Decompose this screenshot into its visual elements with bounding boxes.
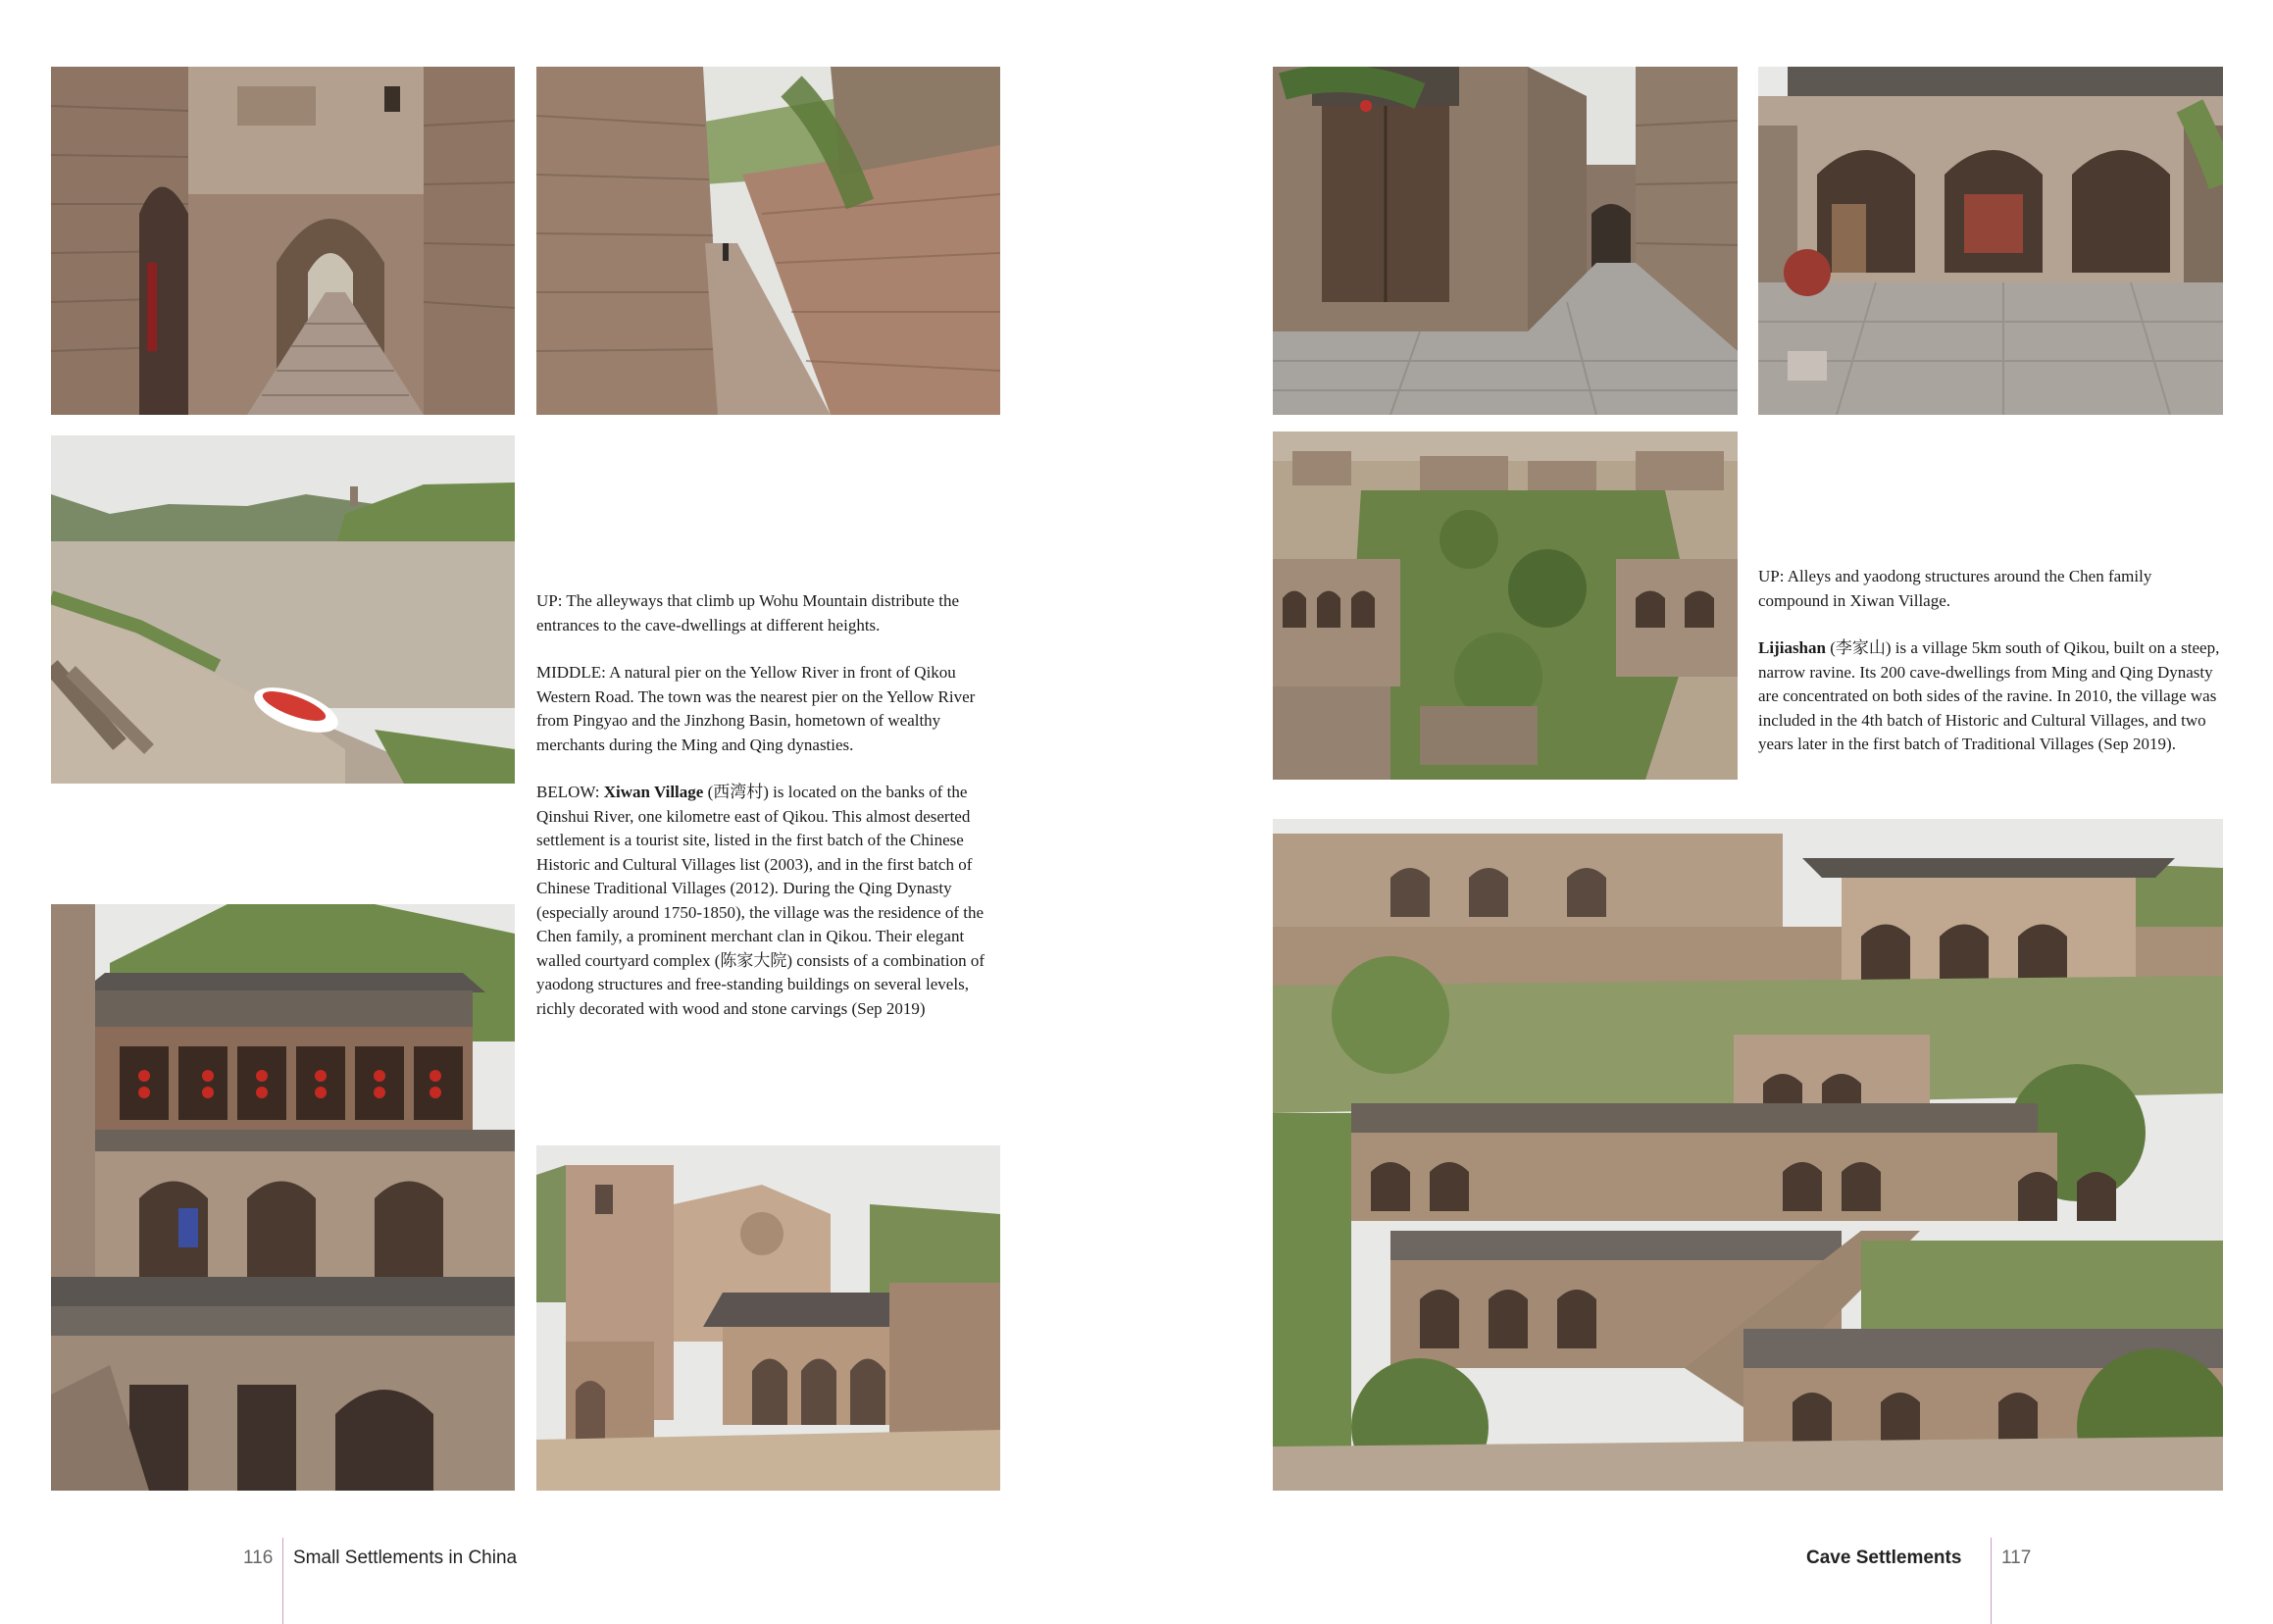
photo-xiwan-buildings xyxy=(536,1145,1000,1491)
caption-lijiashan-text: (李家山) is a village 5km south of Qikou, built on a steep, narrow ravine. Its 200 cave-dwellings from Ming and Qing Dynasty are concentrated on both sides of the ravine. In 2010, the village was included in the 4th batch of Historic and Cultural Villages, and two years later in the first batch of Traditional Villages (Sep 2019). xyxy=(1758,638,2220,753)
photo-lijiashan-terraces xyxy=(1273,819,2223,1491)
caption-below-label: BELOW: xyxy=(536,783,600,801)
right-running-title: Cave Settlements xyxy=(1806,1548,1962,1568)
photo-yaodong-courtyard xyxy=(1758,67,2223,415)
caption-below-text: (西湾村) is located on the banks of the Qinshui River, one kilometre east of Qikou. This almost deserted settlement is a tourist site, listed in the first batch of the Chinese Historic and Cultural Villages list (2003), and in the first batch of Chinese Traditional Villages (2012). During the Qing Dynasty (especially around 1750-1850), the village was the residence of the Chen family, a prominent merchant clan in Qikou. Their elegant walled courtyard complex (陈家大院) consists of a combination of yaodong structures and free-standing buildings on several levels, richly decorated with wood and stone carvings (Sep 2019) xyxy=(536,783,985,1018)
caption-lijiashan xyxy=(1758,636,2224,757)
caption-up-text: The alleyways that climb up Wohu Mountain distribute the entrances to the cave-dwellings at different heights. xyxy=(536,591,959,634)
caption-up xyxy=(536,589,997,637)
right-page-number: 117 xyxy=(2001,1548,2032,1568)
photo-yellow-river-pier xyxy=(51,435,515,784)
left-page-number: 116 xyxy=(243,1548,274,1568)
photo-paved-alley-gate xyxy=(1273,67,1738,415)
photo-chen-family-courtyard xyxy=(51,904,515,1491)
photo-stone-archway-stairs xyxy=(51,67,515,415)
left-running-title: Small Settlements in China xyxy=(293,1548,518,1568)
left-caption-block xyxy=(536,589,997,1044)
caption-right-up-label: UP: xyxy=(1758,567,1785,585)
photo-lijiashan-ravine xyxy=(1273,431,1738,780)
left-folio-rule xyxy=(282,1538,283,1624)
caption-middle xyxy=(536,661,997,757)
caption-middle-text: A natural pier on the Yellow River in front of Qikou Western Road. The town was the nearest pier on the Yellow River from Pingyao and the Jinzhong Basin, hometown of wealthy merchants during the Ming and Qing dynasties. xyxy=(536,663,976,754)
right-folio-rule xyxy=(1991,1538,1992,1624)
caption-below xyxy=(536,781,997,1021)
right-caption-block xyxy=(1758,565,2224,781)
caption-below-place: Xiwan Village xyxy=(603,783,704,801)
caption-middle-label: MIDDLE: xyxy=(536,663,606,682)
photo-narrow-alley xyxy=(536,67,1000,415)
caption-up-label: UP: xyxy=(536,591,563,610)
caption-right-up xyxy=(1758,565,2224,613)
caption-right-up-text: Alleys and yaodong structures around the Chen family compound in Xiwan Village. xyxy=(1758,567,2152,610)
caption-lijiashan-place: Lijiashan xyxy=(1758,638,1826,657)
